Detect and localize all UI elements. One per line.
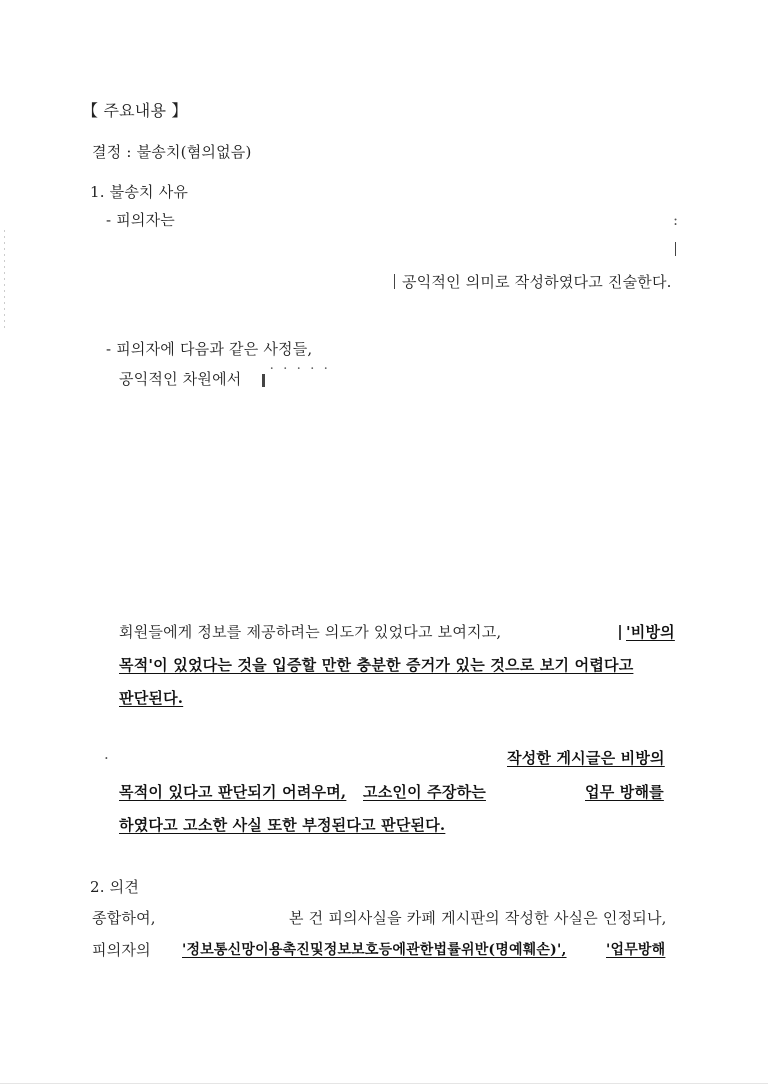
redaction-remnant — [675, 242, 676, 256]
redaction-remnant — [619, 625, 621, 640]
section1-title: 1. 불송치 사유 — [90, 183, 189, 201]
section2-line1-a: 종합하여, — [92, 909, 156, 927]
redaction-remnant — [262, 374, 265, 387]
para2-line1: 작성한 게시글은 비방의 — [507, 749, 665, 767]
redaction-remnant: · — [104, 749, 109, 767]
para1-line3: 판단된다. — [119, 689, 184, 707]
bullet2-line2: 공익적인 차원에서 — [119, 370, 242, 388]
para1-line1: 회원들에게 정보를 제공하려는 의도가 있었다고 보여지고, — [119, 623, 502, 641]
scan-edge-mark — [4, 230, 5, 330]
redaction-remnant: : — [673, 211, 679, 229]
para1-line1-emphasis: '비방의 — [626, 623, 675, 641]
section2-line2-c: '업무방해 — [606, 942, 666, 958]
redaction-remnant — [394, 274, 395, 289]
bullet1-tail: 공익적인 의미로 작성하였다고 진술한다. — [402, 273, 672, 291]
para2-line3: 하였다고 고소한 사실 또한 부정된다고 판단된다. — [119, 816, 446, 834]
para2-line2-b: 고소인이 주장하는 — [363, 783, 486, 801]
redaction-remnant: ˙˙˙˙˙ — [268, 365, 336, 383]
page-bottom-edge — [0, 1083, 768, 1084]
section2-line1-b: 본 건 피의사실을 카페 게시판의 작성한 사실은 인정되나, — [289, 909, 667, 927]
decision-line: 결정 : 불송치(혐의없음) — [92, 143, 252, 161]
bullet1-lead: - 피의자는 — [106, 211, 175, 229]
document-heading: 【 주요내용 】 — [82, 101, 188, 120]
para2-line2-a: 목적이 있다고 판단되기 어려우며, — [119, 783, 347, 801]
para2-line2-c: 업무 방해를 — [585, 783, 664, 801]
section2-line2-b: '정보통신망이용촉진및정보보호등에관한법률위반(명예훼손)', — [182, 942, 567, 958]
section2-title: 2. 의견 — [90, 878, 140, 896]
bullet2-line1: - 피의자에 다음과 같은 사정들, — [106, 340, 313, 358]
section2-line2-a: 피의자의 — [92, 941, 151, 959]
para1-line2: 목적'이 있었다는 것을 입증할 만한 충분한 증거가 있는 것으로 보기 어렵다고 — [119, 656, 634, 674]
